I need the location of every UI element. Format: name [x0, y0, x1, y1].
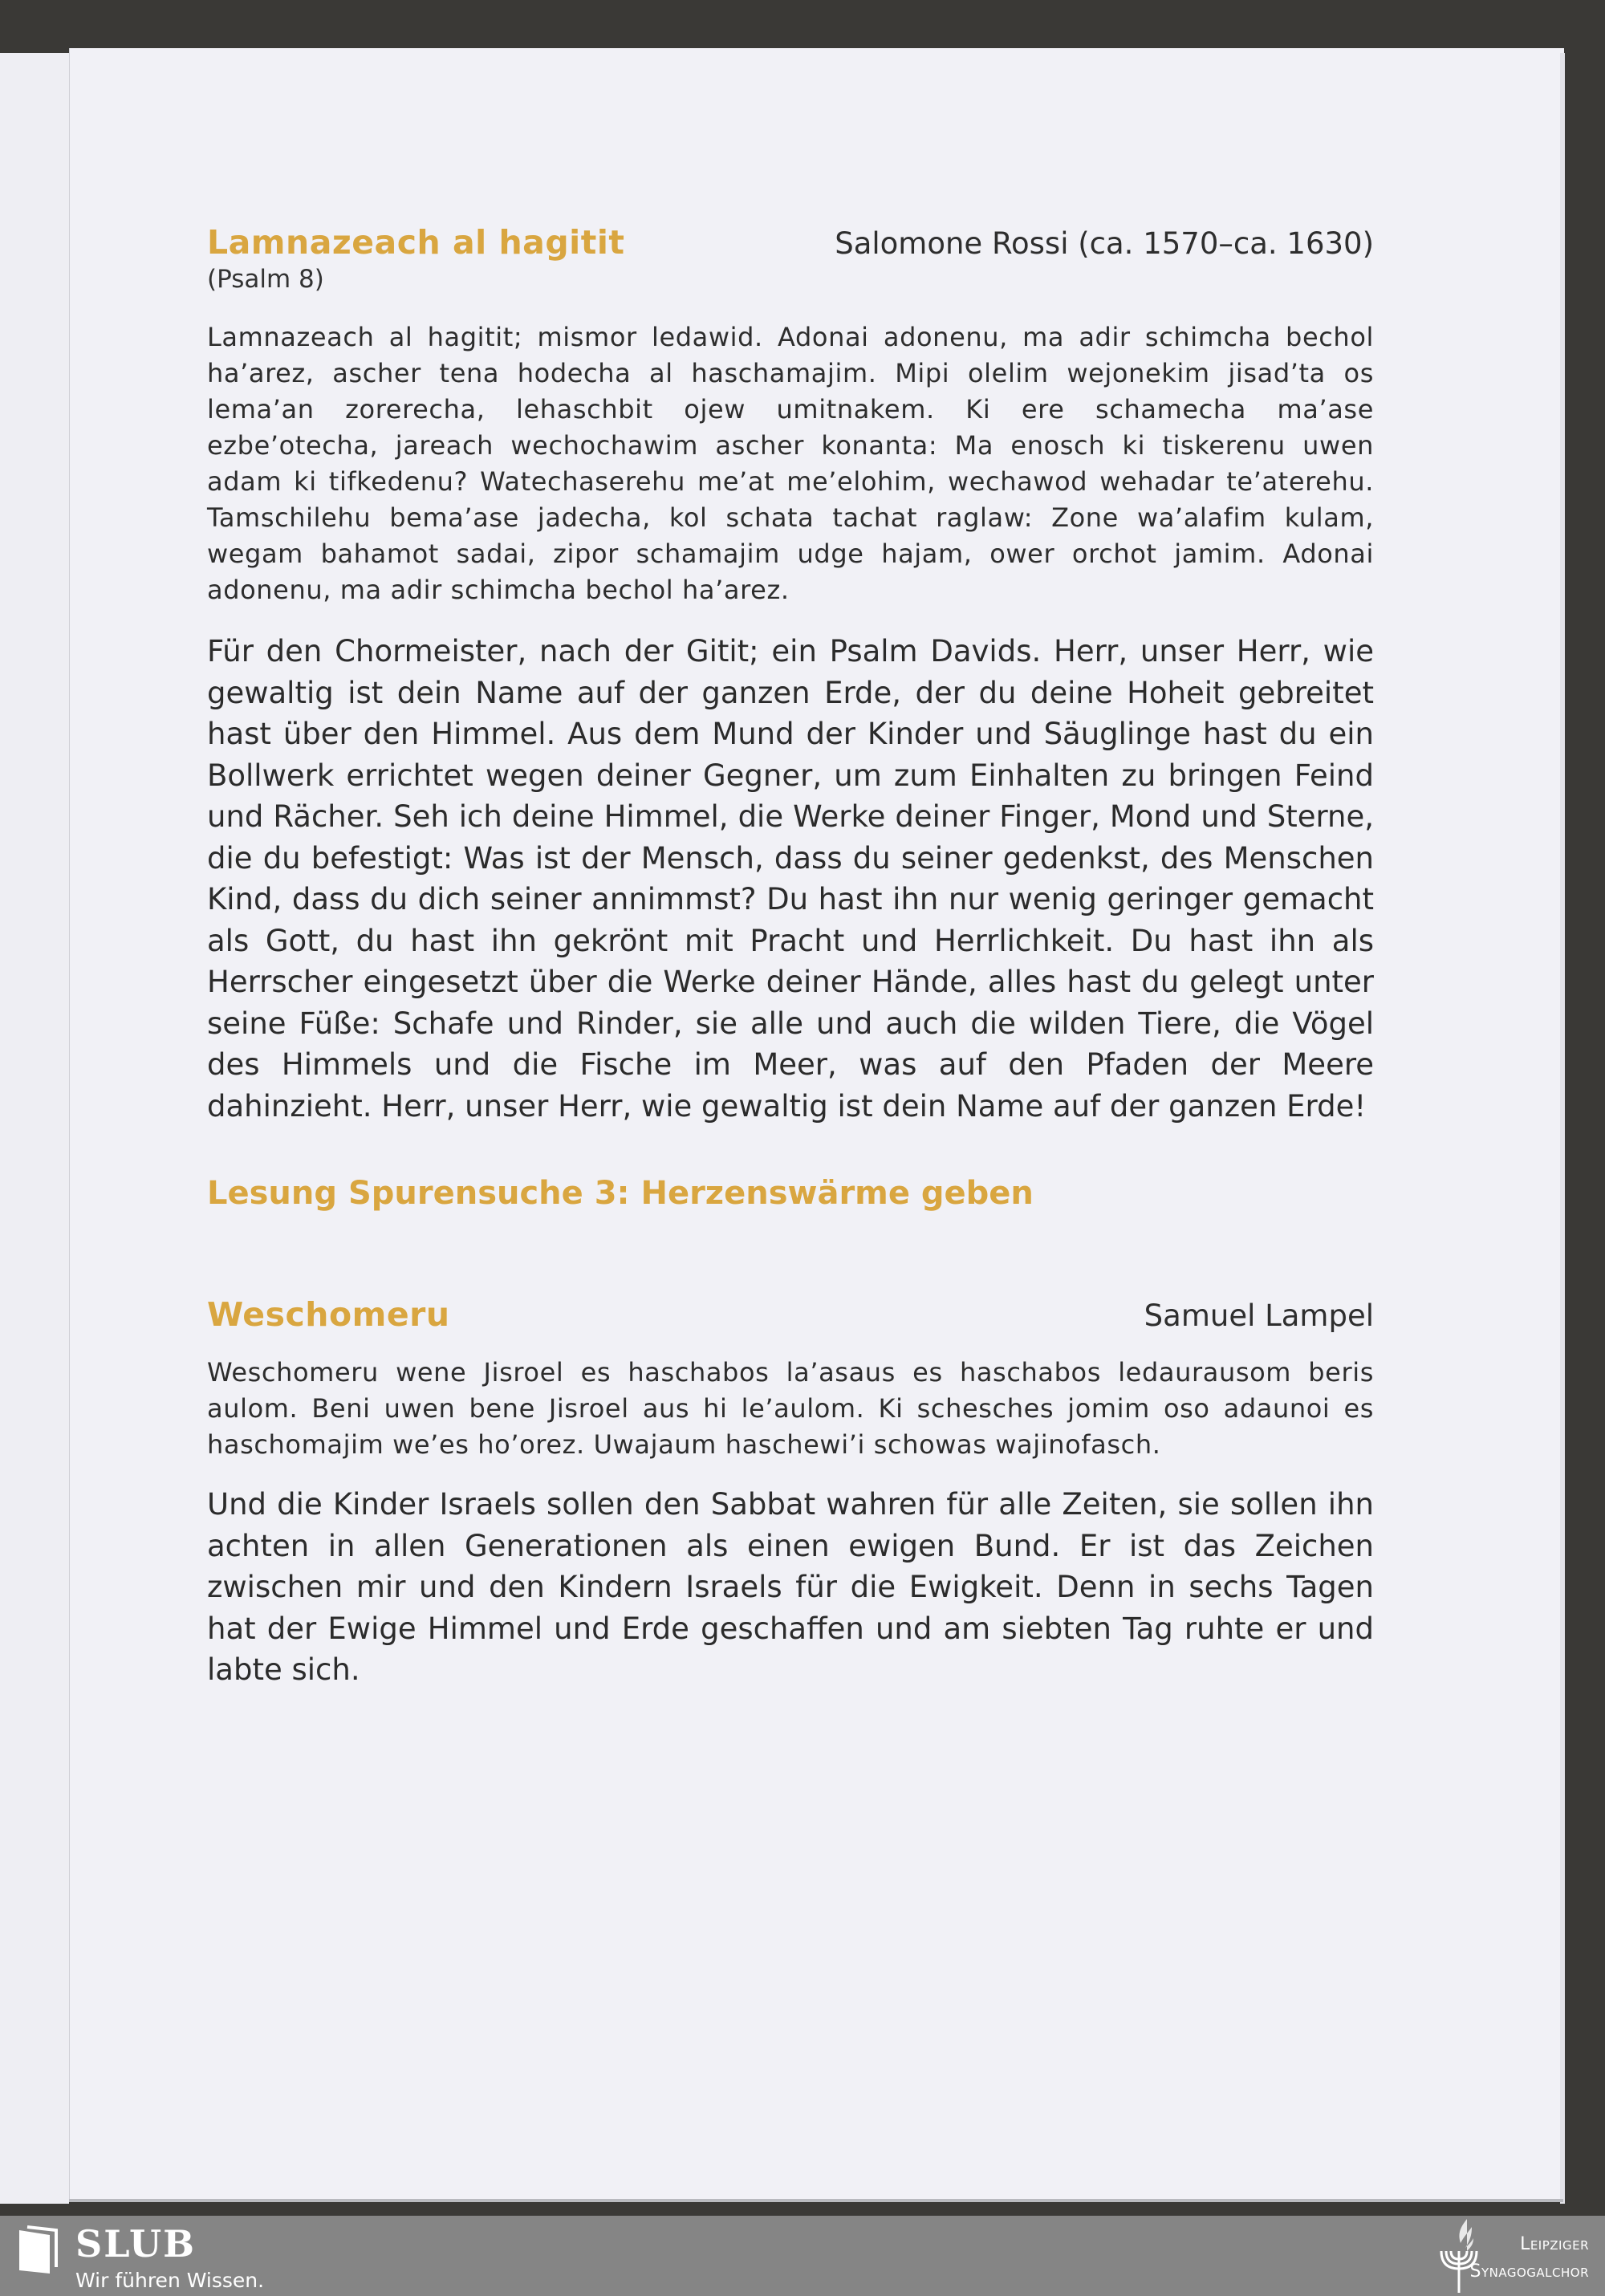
underlying-page-edge — [0, 53, 69, 2204]
choir-name-line2: Synagogalchor — [1469, 2261, 1589, 2282]
footer-bar — [0, 2216, 1605, 2296]
translation-paragraph: Und die Kinder Israels sollen den Sabbat wahren für alle Zeiten, sie sollen ihn achten in allen Generationen als einen ewigen Bund. Er ist das Zeichen zwischen mir und den Kindern Israels für die Ewigkeit. Denn in sechs Tagen hat der Ewige Himmel und Erde geschaffen und am siebten Tag ruhte er und labte sich. — [207, 1487, 1374, 1687]
book-icon — [19, 2225, 58, 2274]
piece-subtitle: (Psalm 8) — [207, 265, 324, 294]
page-edge-bottom — [69, 2199, 1563, 2202]
choir-name — [1470, 2231, 1590, 2286]
transliteration-paragraph: Lamnazeach al hagitit; mismor ledawid. Adonai adonenu, ma adir schimcha bechol ha’arez, ascher tena hodecha al haschamajim. Mipi olelim wejonekim jisad’ta os lema’an zorerecha, lehaschbit ojew umitnakem. Ki ere schamecha ma’ase ezbe’otecha, jareach wechochawim ascher konanta: Ma enosch ki tiskerenu uwen adam ki tifkedenu? Watechaserehu me’at me’elohim, wechawod wehadar te’aterehu. Tamschilehu bema’ase jadecha, kol schata tachat raglaw: Zone wa’alafim kulam, wegam bahamot sadai, zipor schamajim udge hajam, ower orchot jamim. Adonai adonenu, ma adir schimcha bechol ha’arez. — [207, 322, 1374, 605]
page-edge-right — [1560, 53, 1565, 2204]
piece-composer: Salomone Rossi (ca. 1570–ca. 1630) — [835, 226, 1374, 261]
piece-header-lamnazeach — [207, 223, 1374, 262]
translation-paragraph: Für den Chormeister, nach der Gitit; ein Psalm Davids. Herr, unser Herr, wie gewaltig ist dein Name auf der ganzen Erde, der du deine Hoheit gebreitet hast über den Himmel. Aus dem Mund der Kinder und Säuglinge hast du ein Bollwerk errichtet wegen deiner Gegner, um zum Einhalten zu bringen Feind und Rächer. Seh ich deine Himmel, die Werke deiner Finger, Mond und Sterne, die du befestigt: Was ist der Mensch, dass du seiner gedenkst, des Menschen Kind, dass du dich seiner annimmst? Du hast ihn nur wenig geringer gemacht als Gott, du hast ihn gekrönt mit Pracht und Herrlichkeit. Du hast ihn als Herrscher eingesetzt über die Werke deiner Hände, alles hast du gelegt unter seine Füße: Schafe und Rinder, sie alle und auch die wilden Tiere, die Vögel des Himmels und die Fische im Meer, was auf den Pfaden der Meere dahinzieht. Herr, unser Herr, wie gewaltig ist dein Name auf der ganzen Erde! — [207, 634, 1374, 1124]
library-tagline: Wir führen Wissen. — [75, 2269, 265, 2292]
piece-title: Weschomeru — [207, 1295, 450, 1334]
piece-composer: Samuel Lampel — [1144, 1298, 1374, 1333]
page-content — [207, 223, 1374, 1721]
reading-heading: Lesung Spurensuche 3: Herzenswärme geben — [207, 1175, 1034, 1212]
library-name: SLUB — [75, 2222, 197, 2266]
piece-title: Lamnazeach al hagitit — [207, 223, 625, 262]
transliteration-paragraph: Weschomeru wene Jisroel es haschabos la’asaus es haschabos ledaurausom beris aulom. Beni uwen bene Jisroel aus hi le’aulom. Ki schesches jomim oso adaunoi es haschomajim we’es ho’orez. Uwajaum haschewi’i schowas wajinofasch. — [207, 1357, 1374, 1460]
choir-name-line1: Leipziger — [1520, 2234, 1589, 2254]
piece-header-weschomeru — [207, 1295, 1374, 1334]
